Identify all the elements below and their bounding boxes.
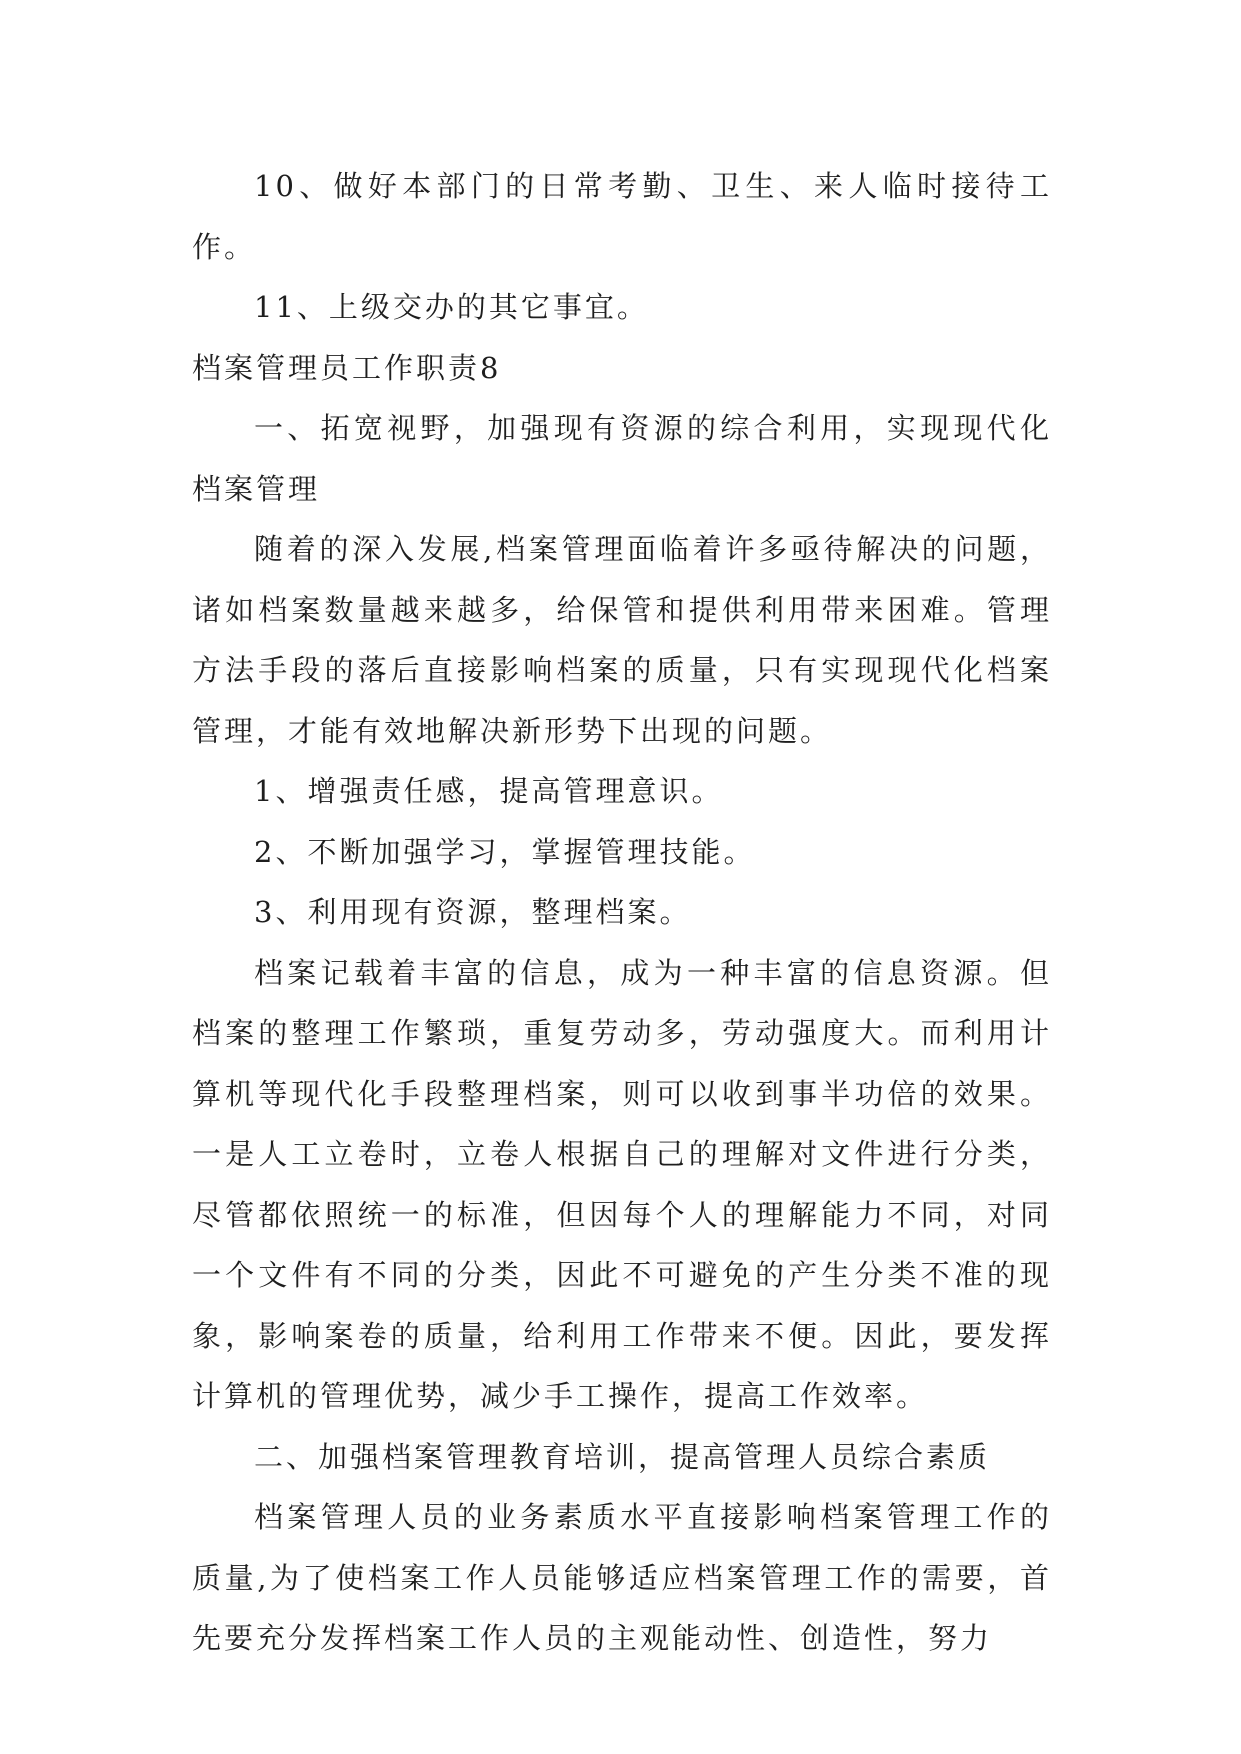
subheading-two: 二、加强档案管理教育培训，提高管理人员综合素质 [254, 1439, 991, 1474]
document-body [192, 156, 1052, 1669]
paragraph-item-10: 10、做好本部门的日常考勤、卫生、来人临时接待工作。 [192, 169, 1052, 264]
section-heading: 档案管理员工作职责8 [192, 350, 502, 385]
list-item-3: 3、利用现有资源，整理档案。 [254, 895, 692, 929]
list-item-2: 2、不断加强学习，掌握管理技能。 [254, 834, 756, 869]
subheading-one: 一、拓宽视野，加强现有资源的综合利用，实现现代化档案管理 [192, 411, 1052, 506]
body-paragraph: 档案管理人员的业务素质水平直接影响档案管理工作的质量,为了使档案工作人员能够适应档案管理工作的需要，首先要充分发挥档案工作人员的主观能动性、创造性，努力 [192, 1500, 1052, 1655]
list-item-1: 1、增强责任感，提高管理意识。 [254, 774, 724, 808]
paragraph-item-11: 11、上级交办的其它事宜。 [254, 290, 649, 324]
body-paragraph: 档案记载着丰富的信息，成为一种丰富的信息资源。但档案的整理工作繁琐，重复劳动多，劳动强度大。而利用计算机等现代化手段整理档案，则可以收到事半功倍的效果。一是人工立卷时，立卷人根据自己的理解对文件进行分类，尽管都依照统一的标准，但因每个人的理解能力不同，对同一个文件有不同的分类，因此不可避免的产生分类不准的现象，影响案卷的质量，给利用工作带来不便。因此，要发挥计算机的管理优势，减少手工操作，提高工作效率。 [192, 955, 1052, 1413]
body-paragraph: 随着的深入发展,档案管理面临着许多亟待解决的问题，诸如档案数量越来越多，给保管和提供利用带来困难。管理方法手段的落后直接影响档案的质量，只有实现现代化档案管理，才能有效地解决新形势下出现的问题。 [192, 532, 1052, 748]
